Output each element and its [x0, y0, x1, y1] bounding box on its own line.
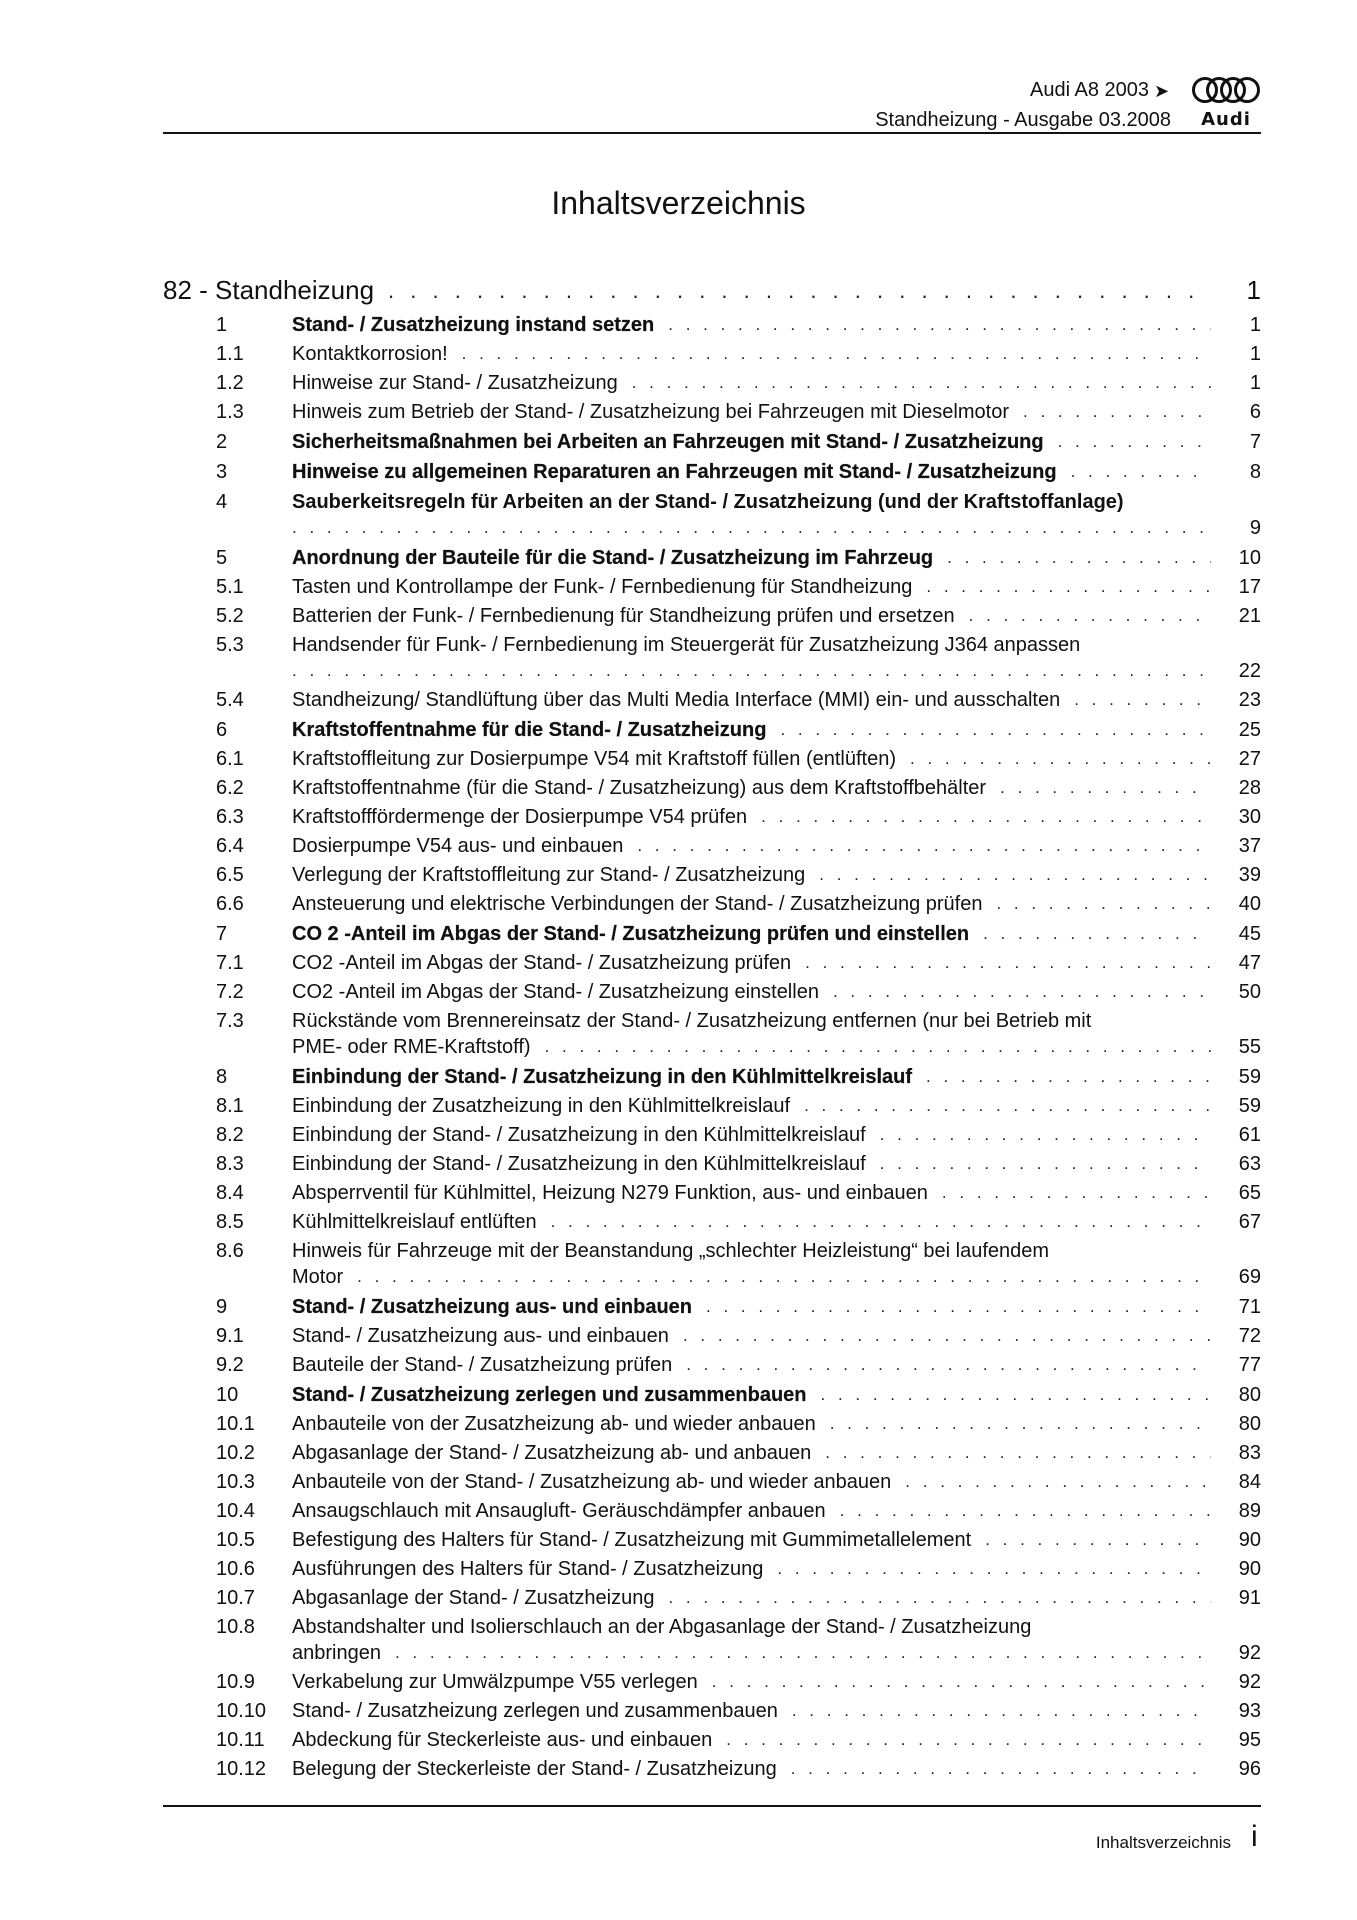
toc-entry-title: CO2 -Anteil im Abgas der Stand- / Zusatzheizung einstellen — [292, 981, 819, 1003]
toc-leader — [791, 1758, 1211, 1780]
toc-entry-title: Abstandshalter und Isolierschlauch an der Abgasanlage der Stand- / Zusatzheizung — [292, 1616, 1032, 1638]
toc-entry-title: Ansaugschlauch mit Ansaugluft- Geräuschdämpfer anbauen — [292, 1500, 826, 1522]
toc-leader — [840, 1500, 1211, 1522]
toc-entry-title: Sicherheitsmaßnahmen bei Arbeiten an Fahrzeugen mit Stand- / Zusatzheizung — [292, 431, 1044, 453]
toc-entry-title: Kraftstoffentnahme (für die Stand- / Zusatzheizung) aus dem Kraftstoffbehälter — [292, 777, 987, 799]
toc-subsection[interactable] — [163, 1442, 1261, 1464]
toc-entry-page: 61 — [1238, 1124, 1261, 1146]
toc-entry-page: 50 — [1238, 981, 1261, 1003]
arrow-right-icon: ➤ — [1154, 81, 1170, 101]
toc-leader — [821, 1384, 1211, 1406]
toc-entry-number: 10.10 — [216, 1700, 267, 1722]
toc-entry-page: 95 — [1238, 1729, 1261, 1751]
toc-leader — [996, 893, 1211, 915]
toc-entry-page: 1 — [1249, 343, 1261, 365]
toc-section[interactable] — [163, 719, 1261, 741]
toc-leader — [357, 1266, 1211, 1288]
toc-leader — [1074, 689, 1211, 711]
toc-entry-title-continued: Motor — [292, 1266, 344, 1288]
toc-entry-page: 77 — [1238, 1354, 1261, 1376]
toc-entry-number: 9.1 — [216, 1325, 244, 1347]
toc-entry-title: Kraftstofffördermenge der Dosierpumpe V54 prüfen — [292, 806, 748, 828]
toc-leader — [833, 981, 1211, 1003]
toc-subsection[interactable] — [163, 689, 1261, 711]
toc-entry-page: 71 — [1238, 1296, 1261, 1318]
header-subtitle: Standheizung - Ausgabe 03.2008 — [875, 109, 1171, 131]
toc-leader — [632, 372, 1211, 394]
toc-leader — [804, 1095, 1211, 1117]
toc-entry-number: 8 — [216, 1066, 228, 1088]
toc-entry-page: 80 — [1238, 1384, 1261, 1406]
toc-entry-page: 30 — [1238, 806, 1261, 828]
toc-entry-title: Befestigung des Halters für Stand- / Zusatzheizung mit Gummimetallelement — [292, 1529, 972, 1551]
toc-entry-number: 10.2 — [216, 1442, 255, 1464]
toc-subsection[interactable] — [163, 1587, 1261, 1609]
toc-section[interactable] — [163, 1384, 1261, 1406]
toc-entry-page: 6 — [1249, 401, 1261, 423]
toc-section[interactable] — [163, 461, 1261, 483]
toc-entry-page: 28 — [1238, 777, 1261, 799]
toc-entry-page: 21 — [1238, 605, 1261, 627]
toc-entry-title: Verlegung der Kraftstoffleitung zur Stand- / Zusatzheizung — [292, 864, 806, 886]
toc-entry-title: Tasten und Kontrollampe der Funk- / Fernbedienung für Standheizung — [292, 576, 913, 598]
toc-entry-title: Belegung der Steckerleiste der Stand- / Zusatzheizung — [292, 1758, 777, 1780]
toc-entry-number: 6.5 — [216, 864, 244, 886]
toc-leader — [1023, 401, 1211, 423]
toc-subsection[interactable] — [163, 981, 1261, 1003]
toc-subsection[interactable] — [163, 576, 1261, 598]
toc-entry-page: 59 — [1238, 1066, 1261, 1088]
toc-entry-page: 47 — [1238, 952, 1261, 974]
toc-entry-page: 55 — [1238, 1036, 1261, 1058]
toc-entry-page: 1 — [1249, 372, 1261, 394]
toc-entry-page: 93 — [1238, 1700, 1261, 1722]
toc-entry-number: 8.6 — [216, 1240, 244, 1262]
toc-entry-number: 4 — [216, 491, 228, 513]
toc-leader — [780, 719, 1211, 741]
header-rule — [163, 132, 1261, 134]
toc-entry-page: 67 — [1238, 1211, 1261, 1233]
footer-label: Inhaltsverzeichnis — [1095, 1833, 1231, 1852]
toc-leader — [983, 923, 1211, 945]
toc-entry-page: 23 — [1238, 689, 1261, 711]
toc-section[interactable] — [163, 491, 1261, 539]
toc-entry-title: Batterien der Funk- / Fernbedienung für Standheizung prüfen und ersetzen — [292, 605, 955, 627]
toc-subsection[interactable] — [163, 1354, 1261, 1376]
toc-subsection[interactable] — [163, 1616, 1261, 1664]
toc-subsection[interactable] — [163, 748, 1261, 770]
toc-leader — [292, 660, 1211, 682]
toc-chapter-title: 82 - Standheizung — [163, 275, 375, 305]
toc-entry-number: 8.1 — [216, 1095, 244, 1117]
toc-leader — [926, 576, 1211, 598]
toc-entry-number: 8.3 — [216, 1153, 244, 1175]
toc-entry-number: 10.1 — [216, 1413, 255, 1435]
toc-entry-number: 10.3 — [216, 1471, 255, 1493]
toc-entry-number: 10.4 — [216, 1500, 255, 1522]
toc-entry-number: 6.1 — [216, 748, 244, 770]
toc-leader — [942, 1182, 1211, 1204]
toc-entry-title: Abgasanlage der Stand- / Zusatzheizung — [292, 1587, 655, 1609]
toc-leader — [910, 748, 1211, 770]
toc-entry-page: 84 — [1238, 1471, 1261, 1493]
toc-section[interactable] — [163, 431, 1261, 453]
toc-leader — [947, 547, 1211, 569]
toc-entry-number: 10.8 — [216, 1616, 255, 1638]
toc-subsection[interactable] — [163, 343, 1261, 365]
toc-entry-number: 8.5 — [216, 1211, 244, 1233]
toc-leader — [761, 806, 1211, 828]
toc-leader — [551, 1211, 1211, 1233]
toc-entry-page: 1 — [1249, 314, 1261, 336]
toc-leader — [395, 1642, 1211, 1664]
toc-entry-page: 91 — [1238, 1587, 1261, 1609]
toc-leader — [712, 1671, 1211, 1693]
toc-entry-number: 6.6 — [216, 893, 244, 915]
toc-leader — [825, 1442, 1211, 1464]
toc-leader — [985, 1529, 1211, 1551]
toc-entry-page: 80 — [1238, 1413, 1261, 1435]
toc-entry-page: 92 — [1238, 1642, 1261, 1664]
toc-entry-page: 96 — [1238, 1758, 1261, 1780]
toc-entry-page: 22 — [1238, 660, 1261, 682]
toc-entry-title: Dosierpumpe V54 aus- und einbauen — [292, 835, 624, 857]
toc-entry-page: 25 — [1238, 719, 1261, 741]
toc-leader — [462, 343, 1211, 365]
header-model: Audi A8 2003 — [1030, 79, 1149, 101]
toc-leader — [880, 1153, 1211, 1175]
toc-subsection[interactable] — [163, 806, 1261, 828]
toc-leader — [805, 952, 1211, 974]
toc-entry-page: 83 — [1238, 1442, 1261, 1464]
toc-leader — [969, 605, 1211, 627]
toc-entry-number: 5.1 — [216, 576, 244, 598]
toc-chapter[interactable] — [163, 262, 1261, 306]
toc-subsection[interactable] — [163, 1182, 1261, 1204]
toc-entry-number: 7 — [216, 923, 228, 945]
toc-entry-title: Ausführungen des Halters für Stand- / Zusatzheizung — [292, 1558, 764, 1580]
toc-subsection[interactable] — [163, 401, 1261, 423]
toc-leader — [792, 1700, 1211, 1722]
toc-leader — [292, 517, 1211, 539]
toc-entry-number: 3 — [216, 461, 228, 483]
toc-entry-title: Einbindung der Stand- / Zusatzheizung in den Kühlmittelkreislauf — [292, 1066, 913, 1088]
toc-entry-page: 90 — [1238, 1529, 1261, 1551]
toc-subsection[interactable] — [163, 1529, 1261, 1551]
toc-entry-number: 5.3 — [216, 634, 244, 656]
toc-entry-title: Kraftstoffleitung zur Dosierpumpe V54 mit Kraftstoff füllen (entlüften) — [292, 748, 897, 770]
toc-subsection[interactable] — [163, 1240, 1261, 1288]
toc-entry-title: Einbindung der Zusatzheizung in den Kühlmittelkreislauf — [292, 1095, 791, 1117]
toc-entry-page: 69 — [1238, 1266, 1261, 1288]
toc-subsection[interactable] — [163, 952, 1261, 974]
toc-entry-page: 27 — [1238, 748, 1261, 770]
toc-subsection[interactable] — [163, 1729, 1261, 1751]
toc-entry-number: 10.9 — [216, 1671, 255, 1693]
toc-entry-page: 9 — [1249, 517, 1261, 539]
toc-subsection[interactable] — [163, 1325, 1261, 1347]
audi-logo — [1191, 76, 1261, 132]
toc-entry-page: 40 — [1238, 893, 1261, 915]
footer-page-number: i — [1251, 1820, 1258, 1853]
toc-leader — [545, 1036, 1211, 1058]
toc-entry-title: Verkabelung zur Umwälzpumpe V55 verlegen — [292, 1671, 698, 1693]
page-title: Inhaltsverzeichnis — [551, 185, 806, 221]
toc-entry-number: 1 — [216, 314, 228, 336]
toc-entry-title: Hinweise zu allgemeinen Reparaturen an Fahrzeugen mit Stand- / Zusatzheizung — [292, 461, 1057, 483]
toc-subsection[interactable] — [163, 1211, 1261, 1233]
toc-leader — [706, 1296, 1211, 1318]
toc-entry-number: 10.6 — [216, 1558, 255, 1580]
toc-leader — [1000, 777, 1211, 799]
toc-entry-number: 8.2 — [216, 1124, 244, 1146]
toc-entry-title: Rückstände vom Brennereinsatz der Stand- / Zusatzheizung entfernen (nur bei Betrieb mit — [292, 1010, 1092, 1032]
toc-leader — [726, 1729, 1211, 1751]
toc-entry-page: 72 — [1238, 1325, 1261, 1347]
toc-entry-number: 6.4 — [216, 835, 244, 857]
toc-entry-page: 10 — [1238, 547, 1261, 569]
toc-entry-number: 9.2 — [216, 1354, 244, 1376]
toc-entry-number: 6.2 — [216, 777, 244, 799]
toc-section[interactable] — [163, 1066, 1261, 1088]
toc-entry-number: 7.1 — [216, 952, 244, 974]
toc-leader — [880, 1124, 1211, 1146]
toc-entry-page: 37 — [1238, 835, 1261, 857]
toc-subsection[interactable] — [163, 835, 1261, 857]
toc-entry-title: Anbauteile von der Zusatzheizung ab- und wieder anbauen — [292, 1413, 816, 1435]
toc-entry-title: Ansteuerung und elektrische Verbindungen der Stand- / Zusatzheizung prüfen — [292, 893, 983, 915]
toc-entry-title: Stand- / Zusatzheizung zerlegen und zusammenbauen — [292, 1700, 778, 1722]
toc-leader — [819, 864, 1211, 886]
toc-section[interactable] — [163, 923, 1261, 945]
toc-entry-title: Handsender für Funk- / Fernbedienung im Steuergerät für Zusatzheizung J364 anpassen — [292, 634, 1081, 656]
toc-subsection[interactable] — [163, 1124, 1261, 1146]
toc-entry-number: 5.2 — [216, 605, 244, 627]
toc-section[interactable] — [163, 314, 1261, 336]
toc-entry-number: 2 — [216, 431, 228, 453]
toc-subsection[interactable] — [163, 1700, 1261, 1722]
toc-entry-title: Kühlmittelkreislauf entlüften — [292, 1211, 537, 1233]
toc-entry-title: Einbindung der Stand- / Zusatzheizung in den Kühlmittelkreislauf — [292, 1153, 866, 1175]
toc-chapter-page: 1 — [1246, 275, 1261, 305]
toc-entry-page: 39 — [1238, 864, 1261, 886]
toc-leader — [668, 314, 1211, 336]
toc-entry-page: 45 — [1238, 923, 1261, 945]
toc-entry-page: 17 — [1238, 576, 1261, 598]
toc-entry-title-continued: anbringen — [292, 1642, 381, 1664]
toc-leader — [830, 1413, 1211, 1435]
toc-subsection[interactable] — [163, 372, 1261, 394]
toc-leader — [668, 1587, 1211, 1609]
toc-section[interactable] — [163, 1296, 1261, 1318]
toc-entry-title: Abgasanlage der Stand- / Zusatzheizung ab- und anbauen — [292, 1442, 812, 1464]
toc-entry-page: 90 — [1238, 1558, 1261, 1580]
toc-entry-number: 1.1 — [216, 343, 244, 365]
toc-subsection[interactable] — [163, 1095, 1261, 1117]
toc-entry-number: 1.2 — [216, 372, 244, 394]
toc-entry-number: 10.7 — [216, 1587, 255, 1609]
toc-entry-title: Stand- / Zusatzheizung aus- und einbauen — [292, 1296, 693, 1318]
toc-subsection[interactable] — [163, 893, 1261, 915]
toc-entry-title: Kraftstoffentnahme für die Stand- / Zusatzheizung — [292, 719, 767, 741]
toc-entry-title: CO2 -Anteil im Abgas der Stand- / Zusatzheizung prüfen — [292, 952, 792, 974]
toc-leader — [777, 1558, 1211, 1580]
toc-subsection[interactable] — [163, 1413, 1261, 1435]
toc-subsection[interactable] — [163, 1558, 1261, 1580]
toc-subsection[interactable] — [163, 1153, 1261, 1175]
toc-entry-title: Hinweise zur Stand- / Zusatzheizung — [292, 372, 618, 394]
toc-entry-number: 7.2 — [216, 981, 244, 1003]
toc-leader — [1071, 461, 1211, 483]
toc-entry-title-continued: PME- oder RME-Kraftstoff) — [292, 1036, 531, 1058]
toc-entry-title: Bauteile der Stand- / Zusatzheizung prüfen — [292, 1354, 673, 1376]
toc-leader — [686, 1354, 1211, 1376]
toc-subsection[interactable] — [163, 777, 1261, 799]
toc-entry-title: Hinweis zum Betrieb der Stand- / Zusatzheizung bei Fahrzeugen mit Dieselmotor — [292, 401, 1009, 423]
toc-entry-number: 10.5 — [216, 1529, 255, 1551]
toc-subsection[interactable] — [163, 634, 1261, 682]
toc-section[interactable] — [163, 547, 1261, 569]
toc-entry-title: Absperrventil für Kühlmittel, Heizung N279 Funktion, aus- und einbauen — [292, 1182, 928, 1204]
toc-entry-number: 10.12 — [216, 1758, 267, 1780]
toc-leader — [926, 1066, 1211, 1088]
toc-entry-number: 9 — [216, 1296, 228, 1318]
toc-entry-number: 1.3 — [216, 401, 244, 423]
toc-entry-title: Anbauteile von der Stand- / Zusatzheizung ab- und wieder anbauen — [292, 1471, 892, 1493]
brand-wordmark: Audi — [1201, 109, 1251, 130]
toc-entry-title: Stand- / Zusatzheizung instand setzen — [292, 314, 655, 336]
toc-entry-title: CO 2 -Anteil im Abgas der Stand- / Zusatzheizung prüfen und einstellen — [292, 923, 970, 945]
toc-entry-number: 5.4 — [216, 689, 244, 711]
toc-subsection[interactable] — [163, 1500, 1261, 1522]
toc-subsection[interactable] — [163, 1471, 1261, 1493]
toc-entry-title: Abdeckung für Steckerleiste aus- und einbauen — [292, 1729, 713, 1751]
toc-entry-page: 59 — [1238, 1095, 1261, 1117]
toc-subsection[interactable] — [163, 1758, 1261, 1780]
toc-subsection[interactable] — [163, 864, 1261, 886]
toc-entry-number: 6.3 — [216, 806, 244, 828]
toc-entry-page: 89 — [1238, 1500, 1261, 1522]
toc-entry-title: Sauberkeitsregeln für Arbeiten an der Stand- / Zusatzheizung (und der Kraftstoffanlage) — [292, 491, 1124, 513]
toc-entry-title: Kontaktkorrosion! — [292, 343, 448, 365]
toc-entry-number: 7.3 — [216, 1010, 244, 1032]
toc-entry-number: 5 — [216, 547, 228, 569]
toc-entry-title: Anordnung der Bauteile für die Stand- / Zusatzheizung im Fahrzeug — [292, 547, 934, 569]
toc-entry-page: 92 — [1238, 1671, 1261, 1693]
toc-entry-title: Hinweis für Fahrzeuge mit der Beanstandung „schlechter Heizleistung“ bei laufendem — [292, 1240, 1050, 1262]
toc-entry-title: Stand- / Zusatzheizung zerlegen und zusammenbauen — [292, 1384, 807, 1406]
toc-entry-number: 6 — [216, 719, 228, 741]
audi-rings-icon — [1191, 76, 1261, 106]
toc-entry-title: Stand- / Zusatzheizung aus- und einbauen — [292, 1325, 669, 1347]
toc-leader — [1058, 431, 1211, 453]
toc-entry-number: 10 — [216, 1384, 239, 1406]
toc-entry-number: 10.11 — [216, 1729, 265, 1751]
toc-entry-page: 63 — [1238, 1153, 1261, 1175]
toc-subsection[interactable] — [163, 605, 1261, 627]
toc-entry-page: 65 — [1238, 1182, 1261, 1204]
toc-entry-title: Einbindung der Stand- / Zusatzheizung in den Kühlmittelkreislauf — [292, 1124, 866, 1146]
toc-leader — [683, 1325, 1211, 1347]
toc-entry-title: Standheizung/ Standlüftung über das Multi Media Interface (MMI) ein- und ausschalten — [292, 689, 1061, 711]
toc-entry-page: 8 — [1249, 461, 1261, 483]
footer-rule — [163, 1805, 1261, 1807]
toc-entry-page: 7 — [1249, 431, 1261, 453]
toc-leader — [905, 1471, 1211, 1493]
toc-subsection[interactable] — [163, 1671, 1261, 1693]
toc-subsection[interactable] — [163, 1010, 1261, 1058]
toc-entry-number: 8.4 — [216, 1182, 244, 1204]
table-of-contents — [163, 262, 1261, 1780]
toc-leader — [637, 835, 1211, 857]
toc-leader — [388, 280, 1211, 302]
